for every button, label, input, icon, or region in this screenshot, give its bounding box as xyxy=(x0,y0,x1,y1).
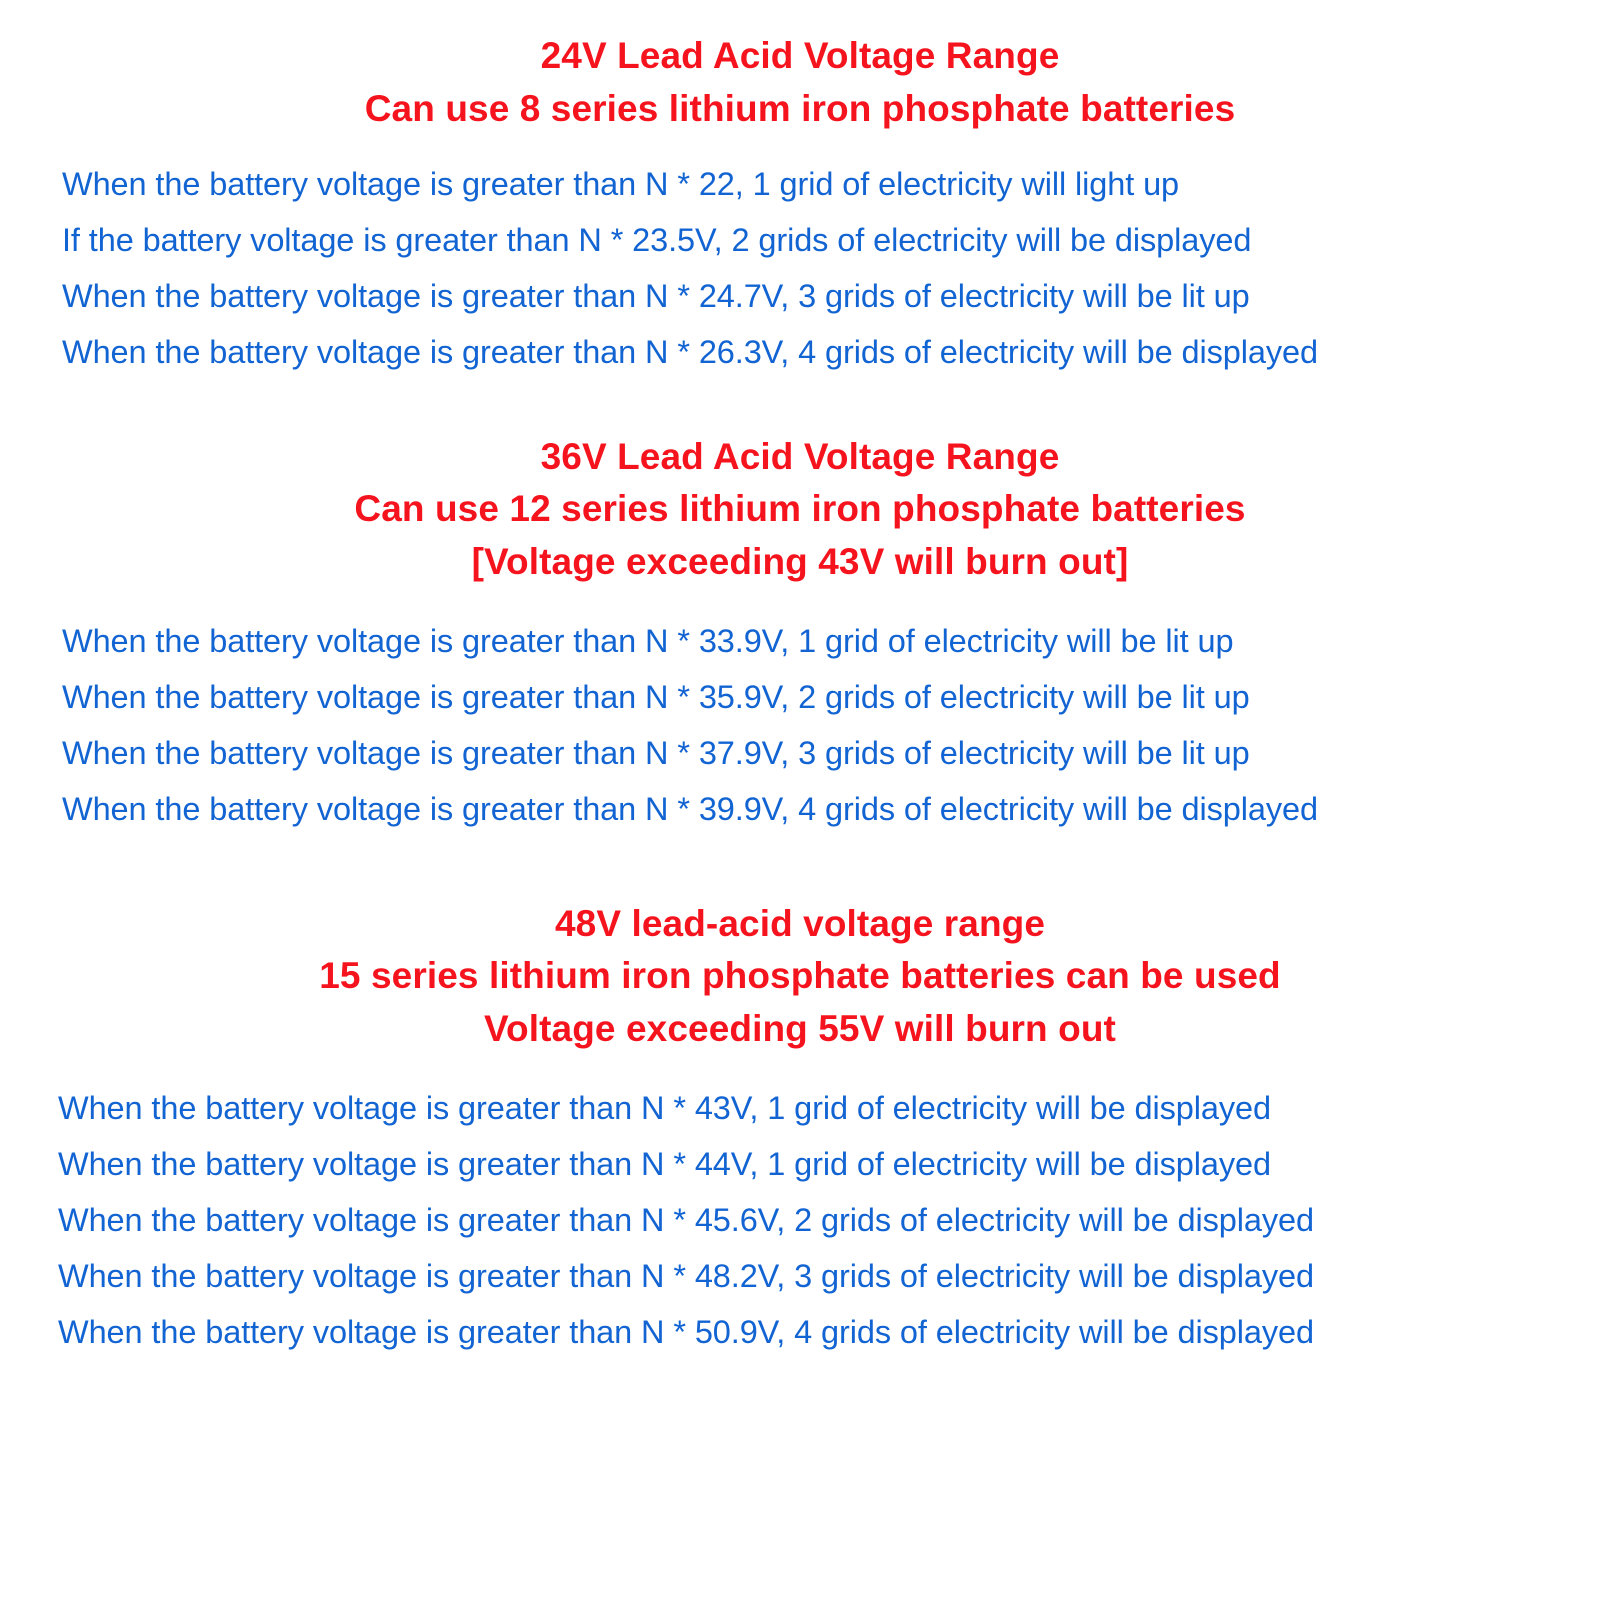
section-36v-line-1: When the battery voltage is greater than N * 33.9V, 1 grid of electricity will be lit up xyxy=(62,623,1234,660)
section-36v-heading-2: Can use 12 series lithium iron phosphate batteries xyxy=(354,488,1246,530)
section-48v-heading-1: 48V lead-acid voltage range xyxy=(554,902,1046,944)
section-48v-line-5: When the battery voltage is greater than N * 50.9V, 4 grids of electricity will be displayed xyxy=(58,1313,1314,1350)
section-36v-heading-1: 36V Lead Acid Voltage Range xyxy=(540,435,1060,477)
section-48v-heading-3: Voltage exceeding 55V will burn out xyxy=(484,1007,1116,1049)
section-48v-line-2: When the battery voltage is greater than N * 44V, 1 grid of electricity will be displayed xyxy=(58,1146,1271,1183)
section-24v-headings xyxy=(40,30,1560,135)
section-24v-line-4: When the battery voltage is greater than N * 26.3V, 4 grids of electricity will be displayed xyxy=(62,333,1318,370)
section-48v-line-4: When the battery voltage is greater than N * 48.2V, 3 grids of electricity will be displayed xyxy=(58,1258,1314,1295)
section-48v-headings xyxy=(40,898,1560,1056)
section-24v-line-2: If the battery voltage is greater than N * 23.5V, 2 grids of electricity will be displayed xyxy=(62,221,1252,258)
section-24v-lines xyxy=(40,157,1560,381)
section-24v xyxy=(40,30,1560,381)
section-36v-heading-3: [Voltage exceeding 43V will burn out] xyxy=(471,540,1129,582)
section-24v-heading-2: Can use 8 series lithium iron phosphate batteries xyxy=(364,87,1236,129)
section-36v xyxy=(40,431,1560,838)
section-48v xyxy=(40,898,1560,1361)
section-36v-line-2: When the battery voltage is greater than N * 35.9V, 2 grids of electricity will be lit up xyxy=(62,679,1250,716)
section-48v-line-3: When the battery voltage is greater than N * 45.6V, 2 grids of electricity will be displayed xyxy=(58,1202,1314,1239)
section-48v-lines xyxy=(40,1081,1560,1360)
section-24v-line-1: When the battery voltage is greater than N * 22, 1 grid of electricity will light up xyxy=(62,166,1180,203)
section-24v-line-3: When the battery voltage is greater than N * 24.7V, 3 grids of electricity will be lit up xyxy=(62,277,1250,314)
section-36v-lines xyxy=(40,614,1560,838)
section-48v-line-1: When the battery voltage is greater than N * 43V, 1 grid of electricity will be displayed xyxy=(58,1090,1271,1127)
section-36v-line-3: When the battery voltage is greater than N * 37.9V, 3 grids of electricity will be lit up xyxy=(62,735,1250,771)
section-48v-heading-2: 15 series lithium iron phosphate batteries can be used xyxy=(319,955,1281,997)
section-24v-heading-1: 24V Lead Acid Voltage Range xyxy=(540,35,1060,76)
section-36v-line-4: When the battery voltage is greater than N * 39.9V, 4 grids of electricity will be displayed xyxy=(62,790,1318,827)
section-36v-headings xyxy=(40,431,1560,589)
